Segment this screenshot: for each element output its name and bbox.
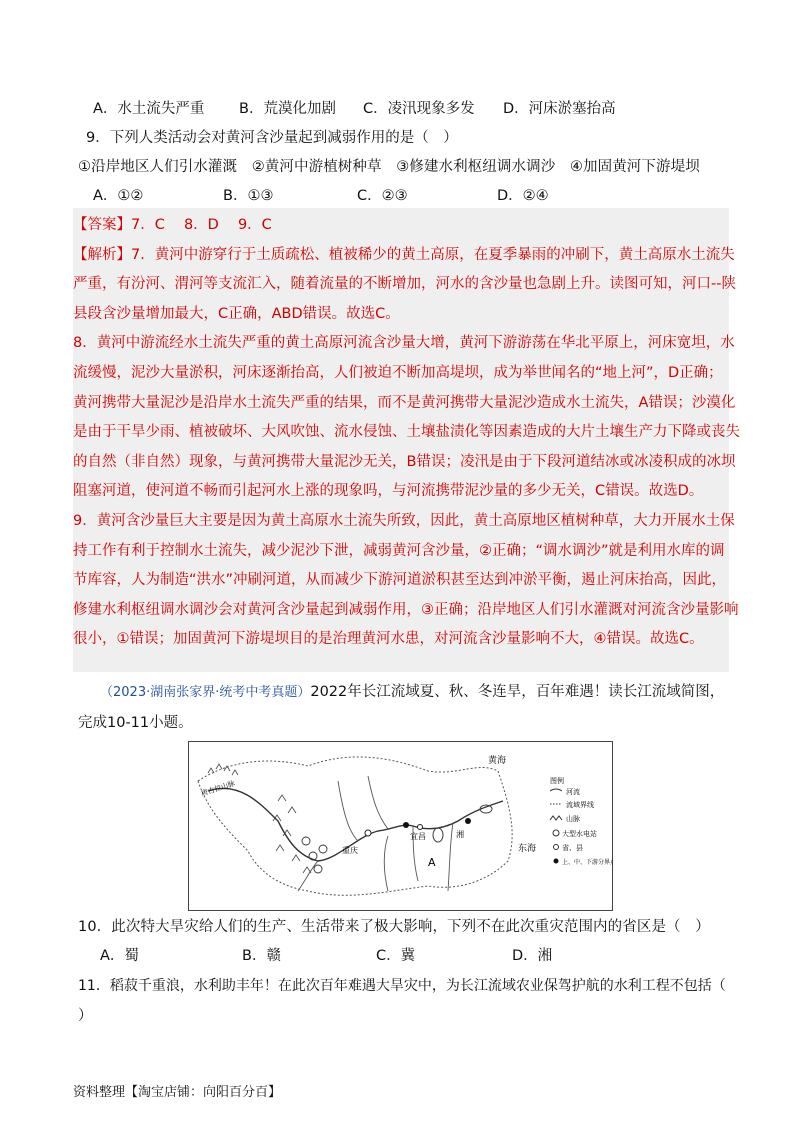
- analysis-label: 【解析】: [73, 246, 131, 263]
- division-point-icon: [465, 818, 471, 824]
- analysis-p8-line-3: 黄河携带大量泥沙是沿岸水土流失严重的结果，而不是黄河携带大量泥沙造成水土流失，A错误；沙漠化: [73, 394, 736, 411]
- label-chongqing: 重庆: [342, 846, 358, 855]
- analysis-p7-line-2: 严重，有汾河、渭河等支流汇入，随着流量的不断增加，河水的含沙量也急剧上升。读图可知，河口--陕: [73, 276, 736, 293]
- q9-option-c: C．②③: [357, 188, 408, 204]
- q9-option-a: A．①②: [93, 188, 144, 204]
- legend-mountain: 山脉: [566, 815, 580, 823]
- analysis-p8-line-6: 阻塞河道，使河道不畅而引起河水上涨的现象吗，与河流携带泥沙量的多少无关，C错误。故选D。: [73, 483, 704, 500]
- analysis-p9-line-3: 节库容，人为制造“洪水”冲刷河道，从而减少下游河道淤积甚至达到冲淤平衡，遏止河床抬高，因此，: [73, 572, 727, 589]
- question-source: （2023·湖南张家界·统考中考真题）: [100, 685, 311, 700]
- legend-division: 上、中、下游分界点: [562, 859, 613, 866]
- q8-option-c: C．凌汛现象多发: [363, 101, 475, 117]
- q11-stem-line-1: 11．稻菽千重浪，水利助丰年！在此次百年难遇大旱灾中，为长江流域农业保驾护航的水利工程不包括（: [78, 978, 726, 994]
- label-xiang: 湘: [456, 830, 464, 839]
- intro-line-2: 完成10-11小题。: [78, 715, 193, 731]
- legend-city: 省、县: [562, 844, 583, 852]
- answer-block: [73, 211, 740, 655]
- q10-option-d: D．湘: [512, 948, 553, 964]
- q9-options: [93, 185, 549, 207]
- label-yellow-sea: 黄海: [488, 756, 507, 766]
- q10-option-b: B．赣: [242, 948, 281, 964]
- legend-title: 图例: [550, 777, 564, 785]
- q8-options: [93, 98, 616, 120]
- division-point-icon: [403, 822, 409, 828]
- answer-text: 7．C 8．D 9．C: [131, 217, 272, 233]
- footer-source: 资料整理【淘宝店铺：向阳百分百】: [73, 1085, 282, 1100]
- q8-option-b: B．荒漠化加剧: [239, 101, 336, 117]
- city-icon: [418, 825, 423, 830]
- analysis-p9-line-4: 修建水利枢纽调水调沙会对黄河含沙量起到减弱作用，③正确；沿岸地区人们引水灌溉对河流含沙量影响: [73, 601, 739, 618]
- analysis-p8-line-4: 是由于干旱少雨、植被破坏、大风吹蚀、流水侵蚀、土壤盐渍化等因素造成的大片土壤生产力下降或丧失: [73, 424, 740, 441]
- analysis-p9-line-1: 9．黄河含沙量巨大主要是因为黄土高原水土流失所致，因此，黄土高原地区植树种草，大力开展水土保: [73, 512, 735, 529]
- q10-option-c: C．冀: [376, 948, 416, 964]
- label-tanggula: 唐古拉山脉: [200, 779, 236, 798]
- q8-option-d: D．河床淤塞抬高: [503, 101, 616, 117]
- label-east-sea: 东海: [518, 844, 537, 854]
- q9-items: ①沿岸地区人们引水灌溉 ②黄河中游植树种草 ③修建水利枢纽调水调沙 ④加固黄河下游堤坝: [78, 159, 700, 175]
- q8-option-a: A．水土流失严重: [93, 101, 205, 117]
- legend-river: 河流: [566, 788, 580, 796]
- analysis-p8-line-1: 8．黄河中游流经水土流失严重的黄土高原河流含沙量大增，黄河下游游荡在华北平原上，河床宽坦，水: [73, 335, 735, 352]
- label-yichang: 宜昌: [410, 832, 426, 841]
- analysis-p9-line-2: 持工作有利于控制水土流失，减少泥沙下泄，减弱黄河含沙量，②正确；“调水调沙”就是利用水库的调: [73, 542, 725, 559]
- yangtze-basin-map: [188, 741, 613, 911]
- analysis-p9-line-5: 很小，①错误；加固黄河下游堤坝目的是治理黄河水患，对河流含沙量影响不大，④错误。故选C。: [73, 631, 704, 648]
- intro-line-1: [100, 681, 724, 704]
- q10-option-a: A．蜀: [100, 948, 139, 964]
- q10-stem: 10．此次特大旱灾给人们的生产、生活带来了极大影响，下列不在此次重灾范围内的省区是（ ）: [78, 919, 710, 935]
- analysis-p8-line-2: 流缓慢，泥沙大量淤积，河床逐渐抬高，人们被迫不断加高堤坝，成为举世闻名的“地上河”，D正确；: [73, 364, 723, 381]
- q11-stem-line-2: ）: [78, 1008, 93, 1024]
- legend-dam: 大型水电站: [562, 830, 597, 838]
- city-chongqing-icon: [365, 830, 371, 836]
- analysis-p7-line-3: 县段含沙量增加最大，C正确，ABD错误。故选C。: [73, 305, 400, 322]
- q9-stem: 9．下列人类活动会对黄河含沙量起到减弱作用的是（ ）: [86, 130, 458, 146]
- analysis-p7-line-1: 7．黄河中游穿行于土质疏松、植被稀少的黄土高原，在夏季暴雨的冲刷下，黄土高原水土流失: [131, 246, 735, 263]
- legend-boundary: 流域界线: [566, 801, 594, 809]
- answer-label: 【答案】: [73, 217, 131, 233]
- analysis-p8-line-5: 的自然（非自然）现象，与黄河携带大量泥沙无关，B错误；凌汛是由于下段河道结冰或冰凌积成的冰坝: [73, 453, 736, 470]
- q9-option-b: B．①③: [223, 188, 274, 204]
- intro-text-1: 2022年长江流域夏、秋、冬连旱，百年难遇！读长江流域简图，: [310, 684, 725, 700]
- map-graphic: [188, 741, 613, 911]
- label-a: A: [428, 856, 436, 869]
- q10-options: [100, 945, 552, 967]
- q9-option-d: D．②④: [497, 188, 549, 204]
